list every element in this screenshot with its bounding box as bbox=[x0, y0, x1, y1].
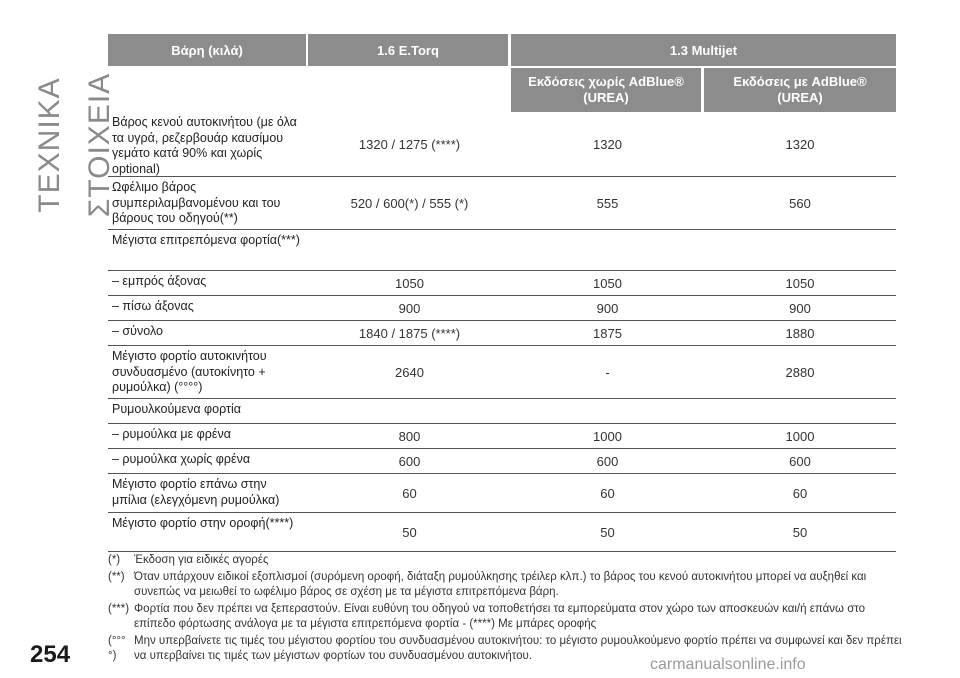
cell-mj-with bbox=[704, 230, 896, 270]
row-label: – σύνολο bbox=[112, 324, 163, 338]
row-label: Μέγιστα επιτρεπόμενα φορτία(***) bbox=[112, 233, 300, 247]
weights-table bbox=[108, 34, 896, 552]
table-row bbox=[108, 271, 896, 296]
cell-mj-with: 1880 bbox=[785, 325, 815, 341]
watermark-text: carmanualsonline.info bbox=[650, 656, 806, 673]
cell-mj-without: 1320 bbox=[593, 136, 622, 152]
cell-mj-with: 900 bbox=[789, 300, 811, 316]
table-row bbox=[108, 424, 896, 449]
cell-etorq: 600 bbox=[398, 453, 421, 469]
header-multijet: 1.3 Multijet bbox=[511, 34, 896, 66]
cell-mj-with: 600 bbox=[789, 453, 811, 469]
table-row bbox=[108, 346, 896, 399]
footnotes bbox=[108, 553, 908, 666]
cell-etorq: 900 bbox=[398, 300, 421, 316]
subheader-without-adblue: Εκδόσεις χωρίς AdBlue® (UREA) bbox=[511, 68, 701, 112]
footnote-mark: (**) bbox=[108, 571, 125, 583]
row-label: Ωφέλιμο βάρος συμπεριλαμβανομένου και του βάρους του οδηγού(**) bbox=[112, 180, 281, 225]
subheader-with-adblue: Εκδόσεις με AdBlue® (UREA) bbox=[704, 68, 896, 112]
cell-etorq: 800 bbox=[398, 428, 421, 444]
cell-mj-with: 1000 bbox=[785, 428, 815, 444]
row-label: Μέγιστο φορτίο αυτοκινήτου συνδυασμένο (αυτοκίνητο + ρυμούλκα) (°°°°) bbox=[112, 349, 267, 394]
table-row bbox=[108, 177, 896, 230]
cell-mj-with: 50 bbox=[792, 524, 808, 540]
cell-etorq: 520 / 600(*) / 555 (*) bbox=[350, 195, 469, 211]
table-row bbox=[108, 296, 896, 321]
cell-mj-without: 600 bbox=[596, 453, 619, 469]
table-header bbox=[108, 34, 896, 66]
cell-mj-without: 50 bbox=[600, 524, 615, 540]
table-row bbox=[108, 230, 896, 271]
cell-mj-without: 60 bbox=[600, 485, 615, 501]
cell-mj-without bbox=[511, 230, 704, 270]
cell-etorq: 50 bbox=[402, 524, 417, 540]
row-label: – πίσω άξονας bbox=[112, 299, 194, 313]
row-label: Μέγιστο φορτίο επάνω στην μπίλια (ελεγχόμενη ρυμούλκα) bbox=[112, 477, 280, 507]
cell-mj-without: 900 bbox=[596, 300, 619, 316]
cell-mj-with bbox=[704, 399, 896, 423]
table-subheader bbox=[108, 68, 896, 112]
table-row bbox=[108, 449, 896, 474]
footnote-text: Όταν υπάρχουν ειδικοί εξοπλισμοί (συρόμενη οροφή, διάταξη ρυμούλκησης τρέιλερ κλπ.) το βάρος του κενού αυτοκινήτου μπορεί να αυξηθεί και συνεπώς να μειωθεί το ωφέλιμο βάρος σε σχέση με τα μέγιστα επιτρεπόμενα βάρη. bbox=[134, 571, 867, 598]
cell-mj-without: 1000 bbox=[593, 428, 622, 444]
cell-mj-without: 1050 bbox=[593, 275, 622, 291]
page-number: 254 bbox=[30, 641, 71, 668]
row-label: – ρυμούλκα με φρένα bbox=[112, 427, 231, 441]
cell-etorq: 1050 bbox=[395, 275, 424, 291]
cell-etorq: 60 bbox=[402, 485, 417, 501]
row-label: – εμπρός άξονας bbox=[112, 274, 207, 288]
header-weights: Βάρη (κιλά) bbox=[108, 34, 306, 66]
footnote bbox=[108, 570, 908, 600]
table-row bbox=[108, 513, 896, 552]
footnote-text: Μην υπερβαίνετε τις τιμές του μέγιστου φορτίου του συνδυασμένου αυτοκινήτου: το μέγιστο ρυμουλκούμενο φορτίο πρέπει να συμφωνεί και δεν πρέπει να υπερβαίνει τις τιμές των μέγιστων φορτίων του συνδυασμένου αυτοκινήτου. bbox=[134, 635, 902, 662]
row-label: – ρυμούλκα χωρίς φρένα bbox=[112, 452, 251, 466]
footnote-text: Φορτία που δεν πρέπει να ξεπεραστούν. Είναι ευθύνη του οδηγού να τοποθετήσει τα εμπορεύματα στον χώρο των αποσκευών και/ή επάνω στο επίπεδο φόρτωσης ανάλογα με τα μέγιστα επιτρεπόμενα φορτία - (****) Με μπάρες οροφής bbox=[134, 603, 866, 630]
cell-mj-without: 1875 bbox=[593, 325, 622, 341]
table-row bbox=[108, 474, 896, 513]
cell-etorq: 1840 / 1875 (****) bbox=[358, 325, 461, 341]
cell-mj-without bbox=[511, 399, 704, 423]
cell-etorq: 2640 bbox=[395, 364, 424, 380]
row-label: Μέγιστο φορτίο στην οροφή(****) bbox=[112, 516, 294, 530]
footnote-mark: (°°°°) bbox=[108, 635, 126, 662]
table-row bbox=[108, 321, 896, 346]
table-row bbox=[108, 399, 896, 424]
cell-mj-with: 560 bbox=[789, 195, 811, 211]
cell-mj-with: 1050 bbox=[785, 275, 815, 291]
header-etorq: 1.6 E.Torq bbox=[308, 34, 508, 66]
section-title: ΤΕΧΝΙΚΑ ΣΤΟΙΧΕΙΑ bbox=[33, 72, 116, 218]
footnote bbox=[108, 553, 908, 568]
table-row bbox=[108, 112, 896, 177]
cell-etorq bbox=[308, 399, 511, 423]
footnote-mark: (***) bbox=[108, 603, 130, 615]
cell-mj-without: 555 bbox=[596, 195, 619, 211]
row-label: Βάρος κενού αυτοκινήτου (με όλα τα υγρά, ρεζερβουάρ καυσίμου γεμάτο κατά 90% και χωρίς optional) bbox=[112, 115, 297, 176]
cell-etorq bbox=[308, 230, 511, 270]
footnote-text: Έκδοση για ειδικές αγορές bbox=[134, 554, 269, 566]
cell-mj-with: 1320 bbox=[785, 136, 815, 152]
cell-mj-without: - bbox=[605, 364, 610, 380]
cell-mj-with: 60 bbox=[792, 485, 808, 501]
footnote-mark: (*) bbox=[108, 554, 121, 566]
footnote bbox=[108, 602, 908, 632]
cell-mj-with: 2880 bbox=[785, 364, 815, 380]
cell-etorq: 1320 / 1275 (****) bbox=[358, 136, 461, 152]
row-label: Ρυμουλκούμενα φορτία bbox=[112, 402, 241, 416]
